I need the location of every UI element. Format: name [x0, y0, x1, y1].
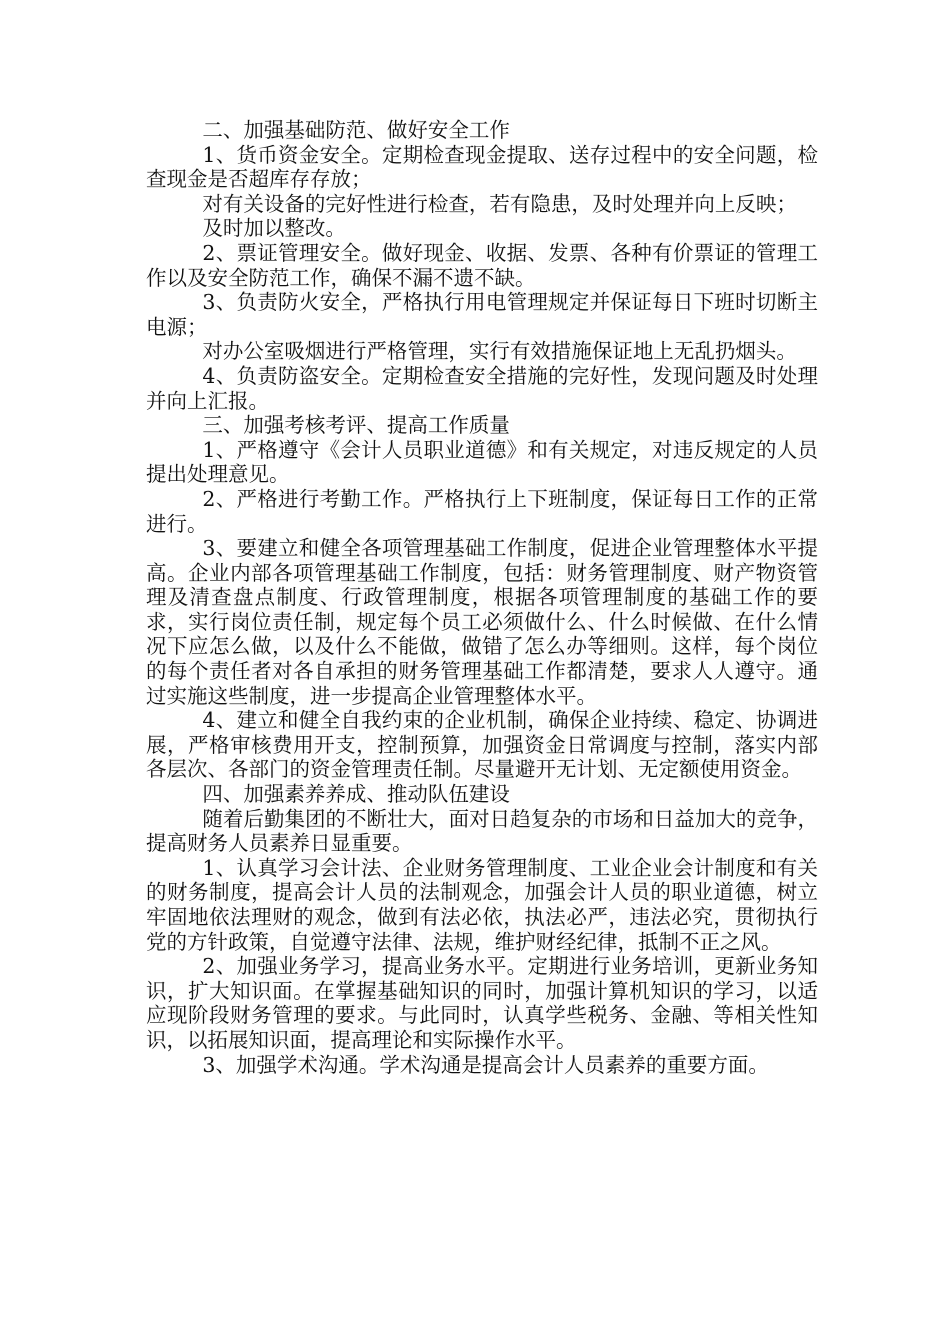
- paragraph: 3、负责防火安全，严格执行用电管理规定并保证每日下班时切断主电源；: [146, 290, 818, 339]
- paragraph: 及时加以整改。: [202, 216, 346, 241]
- paragraph: 随着后勤集团的不断壮大，面对日趋复杂的市场和日益加大的竞争，提高财务人员素养日显重要。: [146, 806, 818, 856]
- paragraph: 4、负责防盗安全。定期检查安全措施的完好性，发现问题及时处理并向上汇报。: [146, 363, 818, 413]
- paragraph: 1、货币资金安全。定期检查现金提取、送存过程中的安全问题，检查现金是否超库存存放；: [146, 142, 818, 192]
- section-heading-2: 二、加强基础防范、做好安全工作: [202, 118, 510, 142]
- paragraph: 4、建立和健全自我约束的企业机制，确保企业持续、稳定、协调进展，严格审核费用开支，控制预算，加强资金日常调度与控制，落实内部各层次、各部门的资金管理责任制。尽量避开无计划、无定额使用资金。: [146, 708, 818, 782]
- document-body: [146, 118, 818, 1077]
- paragraph: 1、严格遵守《会计人员职业道德》和有关规定，对违反规定的人员提出处理意见。: [146, 437, 818, 487]
- paragraph: 3、加强学术沟通。学术沟通是提高会计人员素养的重要方面。: [202, 1052, 769, 1077]
- paragraph: 3、要建立和健全各项管理基础工作制度，促进企业管理整体水平提高。企业内部各项管理基础工作制度，包括：财务管理制度、财产物资管理及清查盘点制度、行政管理制度，根据各项管理制度的基础工作的要求，实行岗位责任制，规定每个员工必须做什么、什么时候做、在什么情况下应怎么做，以及什么不能做，做错了怎么办等细则。这样，每个岗位的每个责任者对各自承担的财务管理基础工作都清楚，要求人人遵守。通过实施这些制度，进一步提高企业管理整体水平。: [146, 536, 818, 708]
- paragraph: 2、票证管理安全。做好现金、收据、发票、各种有价票证的管理工作以及安全防范工作，确保不漏不遗不缺。: [146, 240, 818, 290]
- paragraph: 2、加强业务学习，提高业务水平。定期进行业务培训，更新业务知识，扩大知识面。在掌握基础知识的同时，加强计算机知识的学习，以适应现阶段财务管理的要求。与此同时，认真学些税务、金融、等相关性知识，以拓展知识面，提高理论和实际操作水平。: [146, 954, 818, 1052]
- section-heading-3: 三、加强考核考评、提高工作质量: [202, 413, 510, 438]
- section-heading-4: 四、加强素养养成、推动队伍建设: [202, 782, 510, 807]
- paragraph: 对有关设备的完好性进行检查，若有隐患，及时处理并向上反映；: [202, 191, 797, 216]
- paragraph: 2、严格进行考勤工作。严格执行上下班制度，保证每日工作的正常进行。: [146, 486, 818, 536]
- paragraph: 对办公室吸烟进行严格管理，实行有效措施保证地上无乱扔烟头。: [202, 339, 797, 364]
- paragraph: 1、认真学习会计法、企业财务管理制度、工业企业会计制度和有关的财务制度，提高会计人员的法制观念，加强会计人员的职业道德，树立牢固地依法理财的观念，做到有法必依，执法必严，违法必究，贯彻执行党的方针政策，自觉遵守法律、法规，维护财经纪律，抵制不正之风。: [146, 855, 818, 954]
